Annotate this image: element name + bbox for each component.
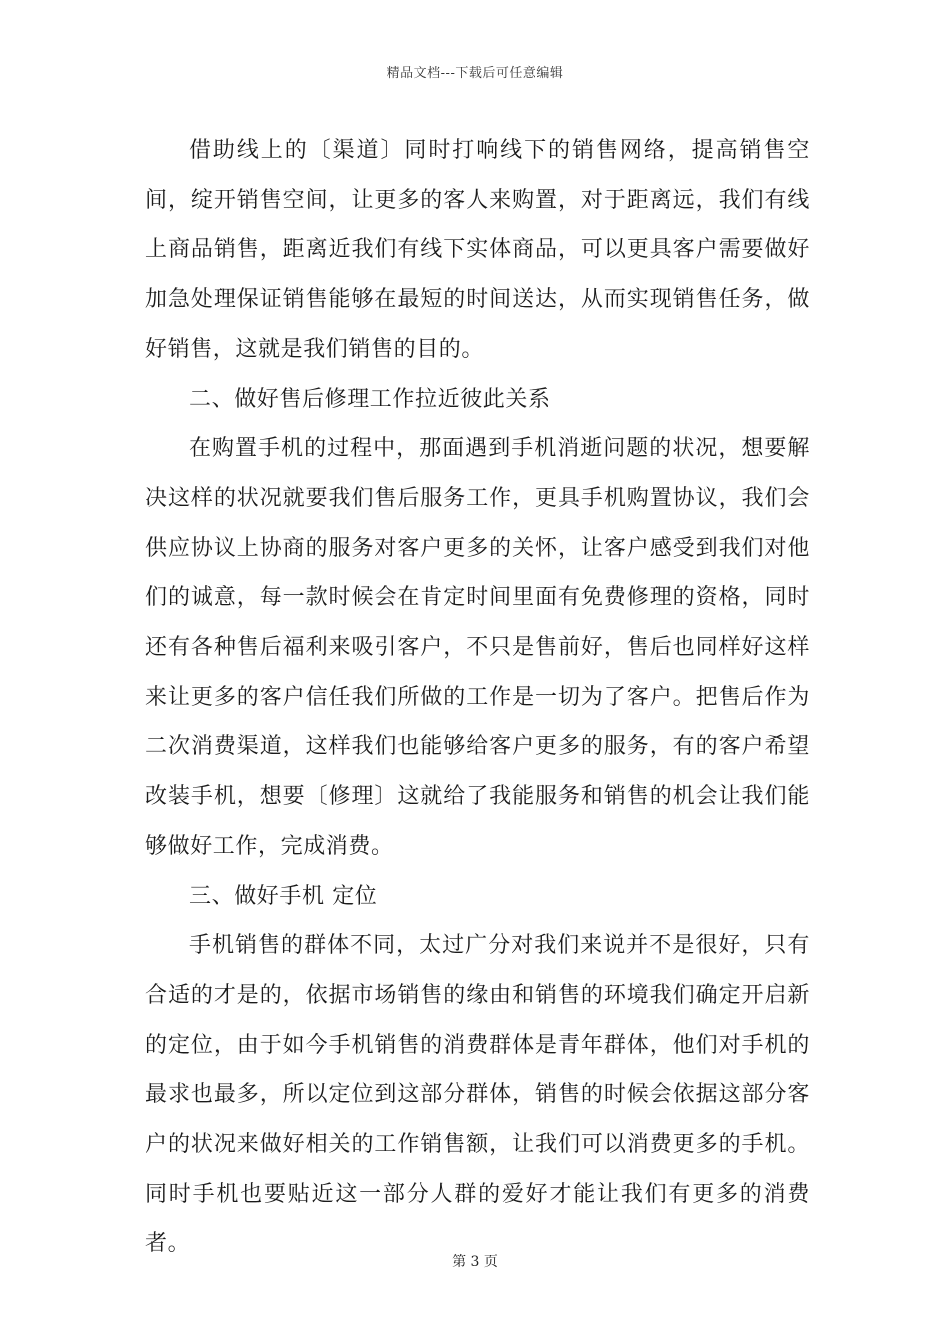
section-heading-after-sales: 二、做好售后修理工作拉近彼此关系 [189,386,551,412]
paragraph-positioning: 手机销售的群体不同，太过广分对我们来说并不是很好，只有合适的才是的，依据市场销售的缘由和销售的环境我们确定开启新的定位，由于如今手机销售的消费群体是青年群体，他们对手机的最求也最多，所以定位到这部分群体，销售的时候会依据这部分客户的状况来做好相关的工作销售额，让我们可以消费更多的手机。同时手机也要贴近这一部分人群的爱好才能让我们有更多的消费者。 [145,933,810,1257]
page-header: 精品文档---下载后可任意编辑 [386,66,564,81]
paragraph-channels: 借助线上的〔渠道〕同时打响线下的销售网络，提高销售空间，绽开销售空间，让更多的客人来购置，对于距离远，我们有线上商品销售，距离近我们有线下实体商品，可以更具客户需要做好加急处理保证销售能够在最短的时间送达，从而实现销售任务，做好销售，这就是我们销售的目的。 [145,138,810,362]
paragraph-after-sales: 在购置手机的过程中，那面遇到手机消逝问题的状况，想要解决这样的状况就要我们售后服务工作，更具手机购置协议，我们会供应协议上协商的服务对客户更多的关怀，让客户感受到我们对他们的诚意，每一款时候会在肯定时间里面有免费修理的资格，同时还有各种售后福利来吸引客户，不只是售前好，售后也同样好这样来让更多的客户信任我们所做的工作是一切为了客户。把售后作为二次消费渠道，这样我们也能够给客户更多的服务，有的客户希望改装手机，想要〔修理〕这就给了我能服务和销售的机会让我们能够做好工作，完成消费。 [145,436,810,859]
page-number: 第 3 页 [452,1254,498,1270]
section-heading-positioning: 三、做好手机 定位 [189,883,378,909]
document-body [145,126,810,1269]
